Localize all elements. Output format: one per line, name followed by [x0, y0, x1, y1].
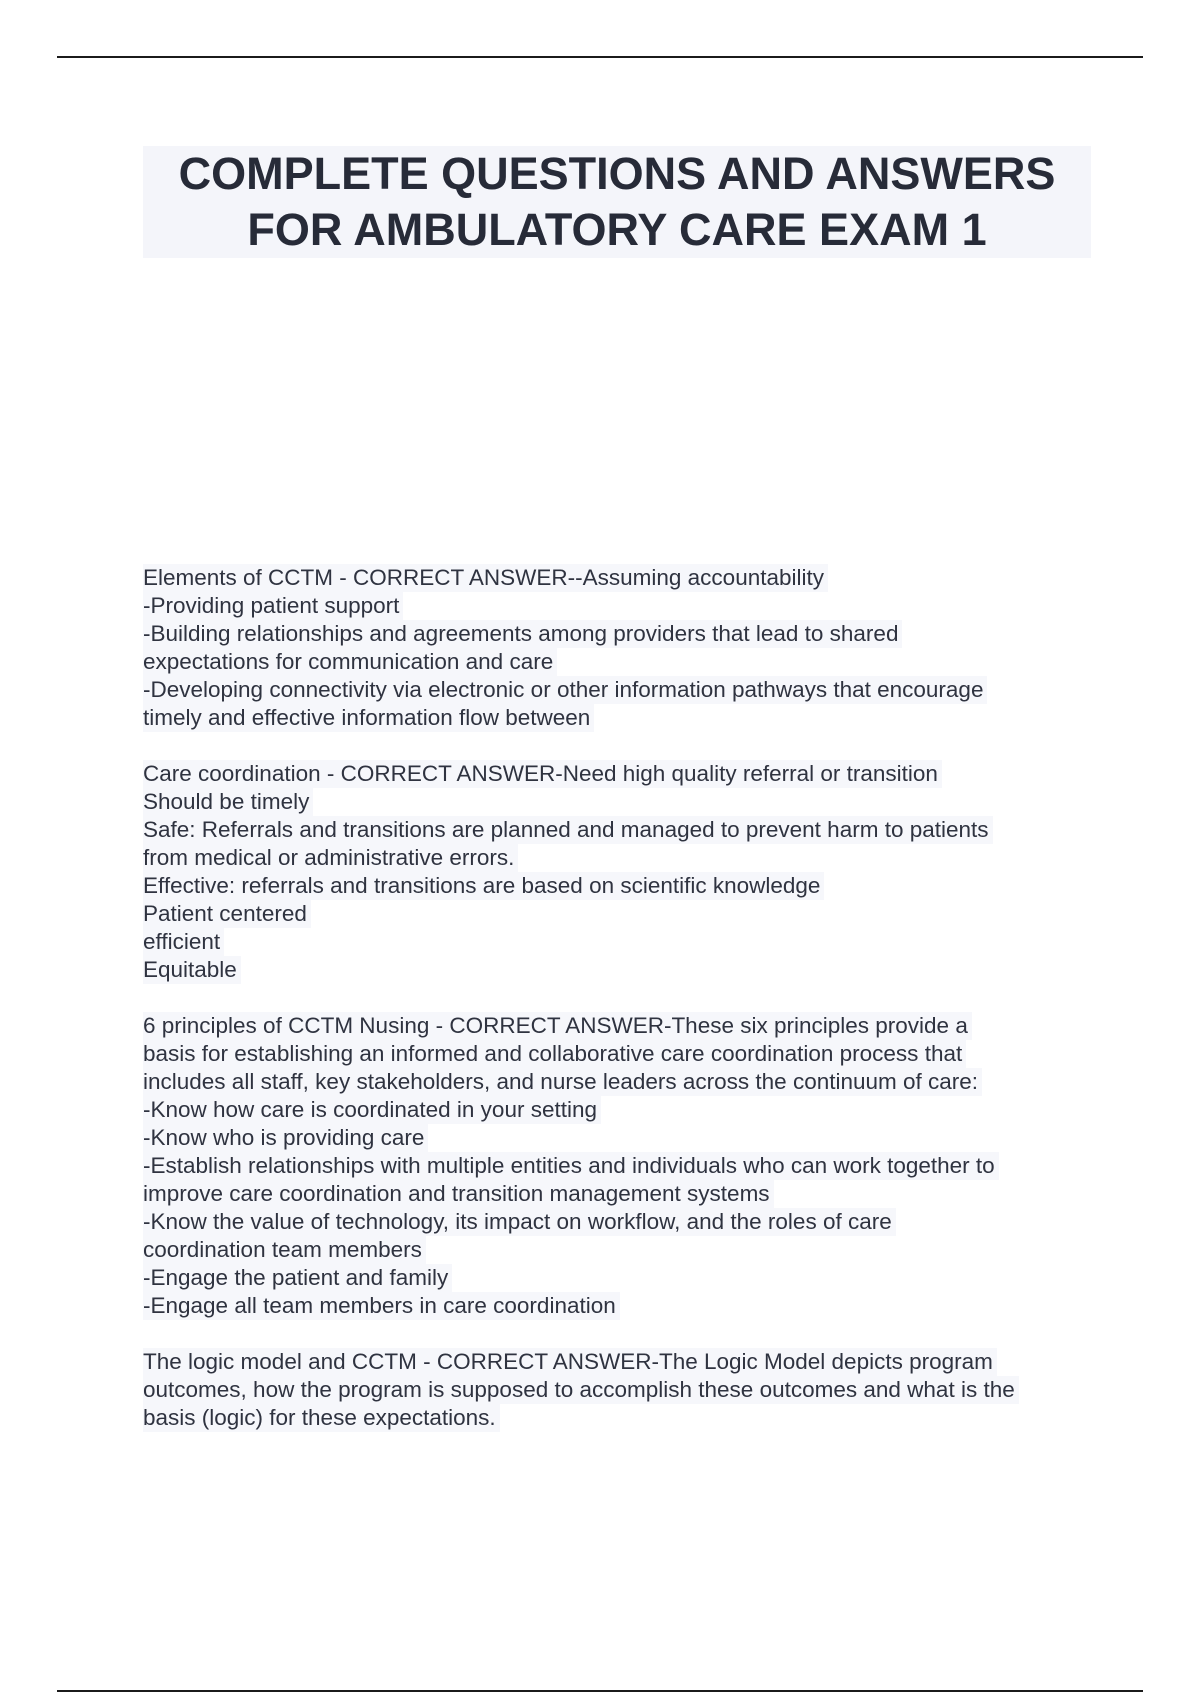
qa-line: 6 principles of CCTM Nusing - CORRECT ANSWER-These six principles provide a — [143, 1012, 972, 1040]
qa-item-care-coordination — [143, 760, 1093, 984]
qa-line: Safe: Referrals and transitions are planned and managed to prevent harm to patients — [143, 816, 993, 844]
qa-content — [143, 564, 1093, 1460]
top-divider — [57, 56, 1143, 58]
qa-line: -Engage the patient and family — [143, 1264, 452, 1292]
qa-line: efficient — [143, 928, 224, 956]
qa-item-logic-model — [143, 1348, 1093, 1432]
qa-line: -Building relationships and agreements among providers that lead to shared — [143, 620, 902, 648]
qa-line: -Know the value of technology, its impact on workflow, and the roles of care — [143, 1208, 896, 1236]
qa-line: improve care coordination and transition management systems — [143, 1180, 774, 1208]
title-line-2: FOR AMBULATORY CARE EXAM 1 — [247, 204, 987, 255]
qa-line: Elements of CCTM - CORRECT ANSWER--Assuming accountability — [143, 564, 828, 592]
qa-line: Effective: referrals and transitions are based on scientific knowledge — [143, 872, 824, 900]
qa-line: outcomes, how the program is supposed to accomplish these outcomes and what is the — [143, 1376, 1019, 1404]
qa-line: Patient centered — [143, 900, 311, 928]
qa-line: from medical or administrative errors. — [143, 844, 518, 872]
qa-line: -Know how care is coordinated in your setting — [143, 1096, 601, 1124]
qa-line: -Know who is providing care — [143, 1124, 428, 1152]
qa-line: -Developing connectivity via electronic or other information pathways that encourage — [143, 676, 987, 704]
bottom-divider — [57, 1690, 1143, 1692]
title-line-1: COMPLETE QUESTIONS AND ANSWERS — [178, 148, 1056, 199]
qa-line: basis (logic) for these expectations. — [143, 1404, 500, 1432]
qa-line: -Establish relationships with multiple entities and individuals who can work together to — [143, 1152, 999, 1180]
qa-line: The logic model and CCTM - CORRECT ANSWER-The Logic Model depicts program — [143, 1348, 997, 1376]
qa-item-elements-of-cctm — [143, 564, 1093, 732]
qa-line: coordination team members — [143, 1236, 426, 1264]
qa-item-six-principles — [143, 1012, 1093, 1320]
qa-line: -Providing patient support — [143, 592, 403, 620]
qa-line: -Engage all team members in care coordination — [143, 1292, 620, 1320]
qa-line: timely and effective information flow between — [143, 704, 594, 732]
qa-line: expectations for communication and care — [143, 648, 557, 676]
qa-line: Should be timely — [143, 788, 313, 816]
document-title — [143, 146, 1091, 258]
qa-line: Equitable — [143, 956, 241, 984]
qa-line: includes all staff, key stakeholders, and nurse leaders across the continuum of care: — [143, 1068, 982, 1096]
qa-line: basis for establishing an informed and collaborative care coordination process that — [143, 1040, 966, 1068]
qa-line: Care coordination - CORRECT ANSWER-Need high quality referral or transition — [143, 760, 942, 788]
